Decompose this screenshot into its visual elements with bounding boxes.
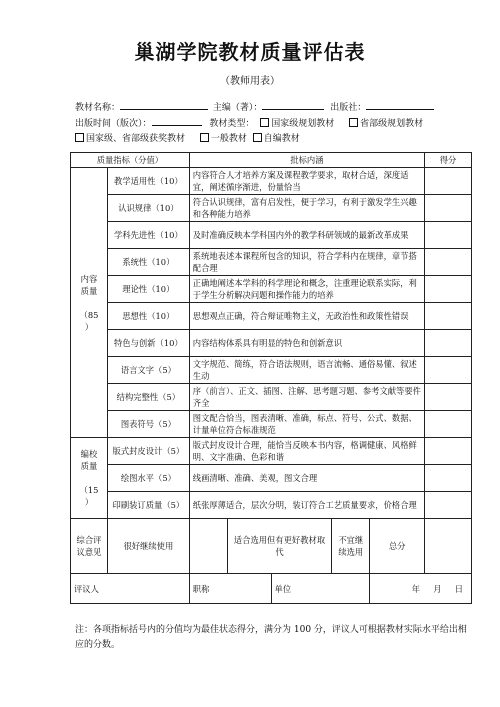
indicator-desc: 符合认识规律，富有启发性，便于学习，有利于激发学生兴趣和各种能力培养: [189, 195, 424, 222]
category-editing-quality: 编校 质量 （15 ）: [71, 438, 108, 519]
indicator-desc: 内容结构体系具有明显的特色和创新意识: [189, 330, 424, 357]
general-label: 一般教材: [210, 134, 247, 144]
table-row: [71, 438, 472, 465]
unit-label: 单位: [274, 583, 292, 594]
title-cell[interactable]: [189, 574, 271, 604]
national-plan-checkbox[interactable]: [260, 118, 269, 127]
score-cell[interactable]: [425, 222, 472, 249]
award-label: 国家级、省部级获奖教材: [86, 134, 186, 144]
summary-label: 综合评议意见: [71, 519, 108, 574]
indicator-name: 系统性（10）: [107, 249, 189, 276]
indicator-name: 绘图水平（5）: [107, 465, 189, 492]
table-row: [71, 465, 472, 492]
summary-row: [71, 519, 472, 574]
book-name-field[interactable]: [120, 100, 208, 110]
indicator-desc: 线画清晰、准确、美观，图文合理: [189, 465, 424, 492]
evaluation-table: [70, 152, 472, 604]
summary-option-continue[interactable]: 很好继续使用: [107, 519, 189, 574]
info-line-2: [75, 116, 423, 129]
indicator-desc: 内容符合人才培养方案及课程教学要求，取材合适，深度适宜，阐述循序渐进，份量恰当: [189, 168, 424, 195]
category-content-quality: 内容 质量 （85 ）: [71, 168, 108, 438]
score-cell[interactable]: [425, 276, 472, 303]
indicator-name: 理论性（10）: [107, 276, 189, 303]
summary-mark-cell[interactable]: [189, 519, 227, 574]
summary-option-replace[interactable]: 适合选用但有更好教材取代: [227, 519, 332, 574]
book-type-label: 教材类型：: [209, 119, 255, 129]
indicator-name: 学科先进性（10）: [107, 222, 189, 249]
total-score-label: 总分: [370, 519, 425, 574]
self-edited-checkbox[interactable]: [253, 133, 262, 142]
indicator-desc: 版式封皮设计合理，能恰当反映本书内容，格调健康、风格鲜明、文字准确、色彩和谐: [189, 438, 424, 465]
indicator-desc: 图文配合恰当，图表清晰、准确，标点、符号、公式、数据、计量单位符合标准规范: [189, 411, 424, 438]
score-cell[interactable]: [425, 249, 472, 276]
table-row: [71, 195, 472, 222]
date-cell[interactable]: [370, 574, 472, 604]
table-row: [71, 330, 472, 357]
national-plan-label: 国家级规划教材: [271, 119, 335, 129]
header-indicator: 质量指标（分值）: [71, 153, 190, 168]
indicator-name: 结构完整性（5）: [107, 384, 189, 411]
indicator-name: 图表符号（5）: [107, 411, 189, 438]
day-label: 日: [454, 583, 463, 594]
table-row: [71, 276, 472, 303]
provincial-plan-label: 省部级规划教材: [360, 119, 424, 129]
book-name-label: 教材名称：: [75, 103, 121, 113]
pub-time-label: 出版时间（版次）：: [75, 119, 152, 129]
score-cell[interactable]: [425, 303, 472, 330]
summary-option-unsuitable[interactable]: 不宜继续选用: [332, 519, 370, 574]
indicator-name: 特色与创新（10）: [107, 330, 189, 357]
year-label: 年: [411, 583, 420, 594]
info-line-3: [75, 131, 300, 144]
pub-time-field[interactable]: [152, 116, 202, 126]
form-subtitle: （教师用表）: [220, 76, 280, 87]
table-row: [71, 384, 472, 411]
form-title: 巢湖学院教材质量评估表: [134, 40, 366, 64]
score-cell[interactable]: [425, 438, 472, 465]
indicator-name: 印刷装订质量（5）: [107, 492, 189, 519]
score-cell[interactable]: [425, 357, 472, 384]
general-checkbox[interactable]: [200, 133, 209, 142]
indicator-name: 思想性（10）: [107, 303, 189, 330]
indicator-desc: 正确地阐述本学科的科学理论和概念，注重理论联系实际，利于学生分析解决问题和操作能力的培养: [189, 276, 424, 303]
table-row: [71, 222, 472, 249]
award-checkbox[interactable]: [75, 133, 84, 142]
indicator-desc: 思想观点正确，符合辩证唯物主义，无政治性和政策性错误: [189, 303, 424, 330]
indicator-name: 语言文字（5）: [107, 357, 189, 384]
indicator-desc: 及时准确反映本学科国内外的教学科研领域的最新改革成果: [189, 222, 424, 249]
indicator-desc: 文字规范、简练，符合语法规则，语言流畅、通俗易懂、叙述生动: [189, 357, 424, 384]
table-row: [71, 411, 472, 438]
signature-row: [71, 574, 472, 604]
footnote: 注：各项指标括号内的分值均为最佳状态得分，满分为 100 分，评议人可根据教材实际水平给出相应的分数。: [75, 625, 467, 650]
header-score: 得分: [425, 153, 472, 168]
reviewer-label: 评议人: [74, 583, 99, 594]
indicator-name: 版式封皮设计（5）: [107, 438, 189, 465]
indicator-name: 教学适用性（10）: [107, 168, 189, 195]
table-row: [71, 303, 472, 330]
reviewer-cell[interactable]: [71, 574, 190, 604]
job-title-label: 职称: [192, 583, 210, 594]
unit-cell[interactable]: [271, 574, 370, 604]
table-row: [71, 492, 472, 519]
self-edited-label: 自编教材: [263, 134, 300, 144]
provincial-plan-checkbox[interactable]: [349, 118, 358, 127]
score-cell[interactable]: [425, 465, 472, 492]
score-cell[interactable]: [425, 168, 472, 195]
indicator-desc: 纸张厚薄适合，层次分明，装订符合工艺质量要求，价格合理: [189, 492, 424, 519]
score-cell[interactable]: [425, 411, 472, 438]
publisher-field[interactable]: [366, 100, 434, 110]
score-cell[interactable]: [425, 330, 472, 357]
header-criteria: 批标内涵: [189, 153, 424, 168]
info-line-1: [75, 100, 434, 113]
table-row: [71, 357, 472, 384]
editor-label: 主编（著）：: [212, 103, 263, 113]
score-cell[interactable]: [425, 195, 472, 222]
score-cell[interactable]: [425, 384, 472, 411]
total-score-cell[interactable]: [425, 519, 472, 574]
editor-field[interactable]: [262, 100, 324, 110]
header-row: [71, 153, 472, 168]
table-row: [71, 168, 472, 195]
publisher-label: 出版社：: [330, 103, 367, 113]
indicator-desc: 序（前言）、正文、插图、注解、思考题习题、参考文献等要件齐全: [189, 384, 424, 411]
table-row: [71, 249, 472, 276]
score-cell[interactable]: [425, 492, 472, 519]
indicator-name: 认识规律（10）: [107, 195, 189, 222]
indicator-desc: 系统地表述本课程所包含的知识，符合学科内在规律，章节搭配合理: [189, 249, 424, 276]
month-label: 月: [433, 583, 442, 594]
